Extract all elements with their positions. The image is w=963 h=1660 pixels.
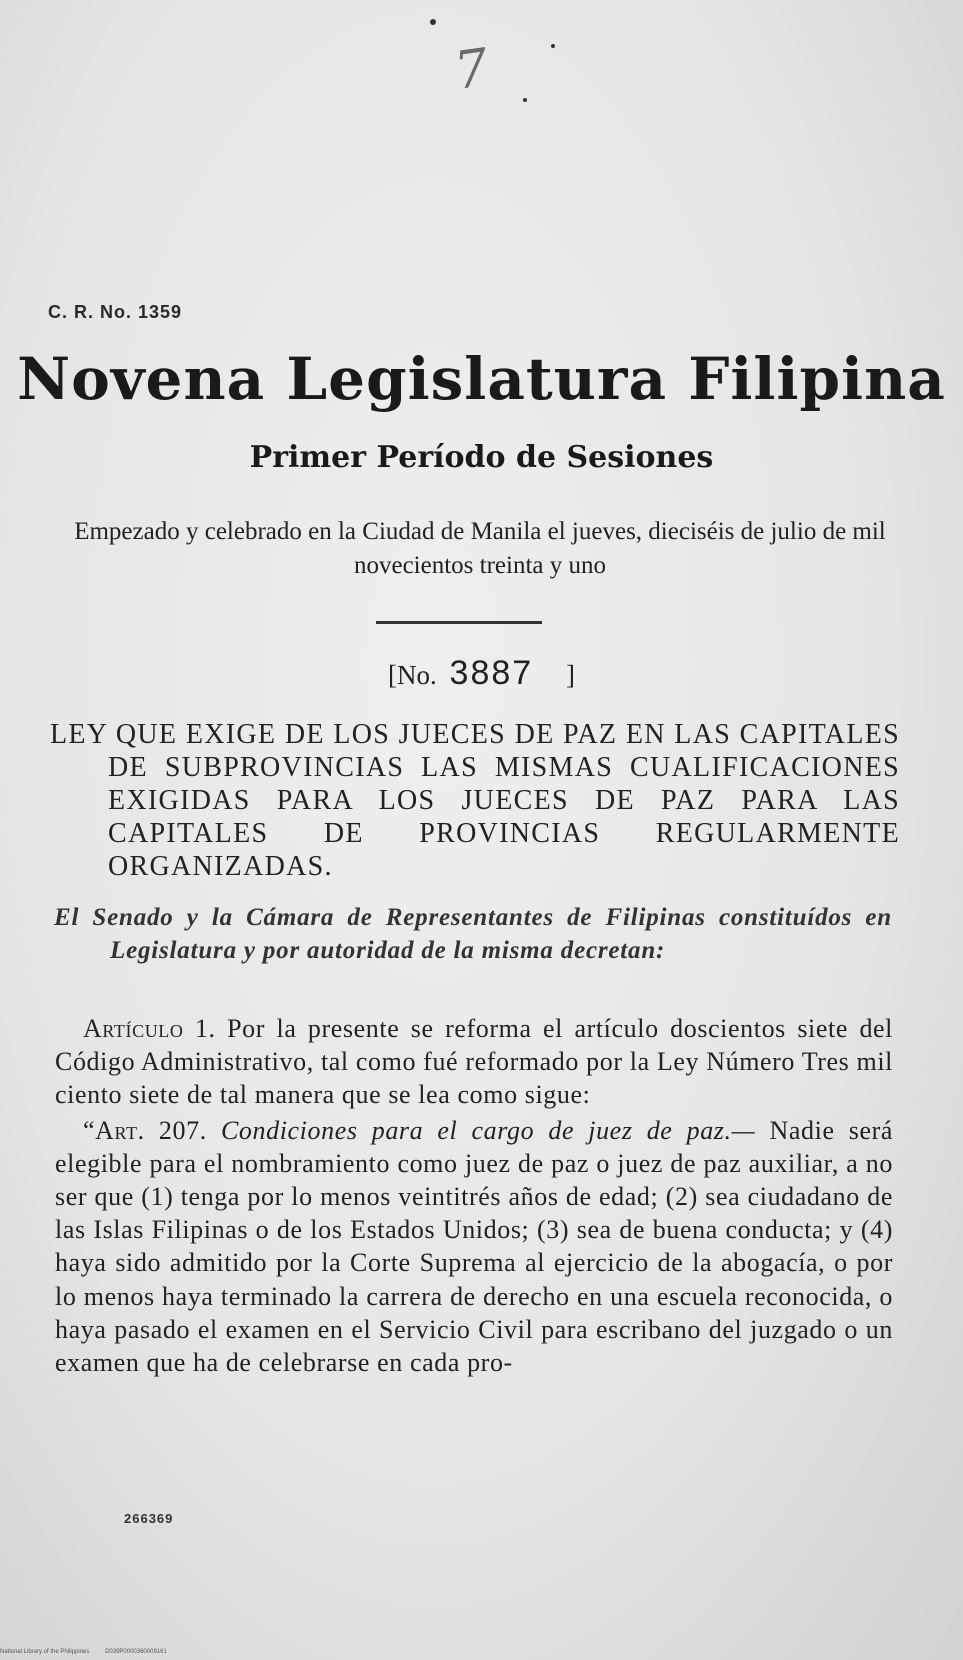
divider (376, 621, 542, 624)
article-207-heading: Condiciones para el cargo de juez de paz.— (220, 1115, 756, 1145)
reference-number: C. R. No. 1359 (48, 302, 183, 322)
article-1-paragraph (55, 1012, 893, 1112)
footer-library: National Library of the Philippines (0, 1649, 90, 1655)
article-207-paragraph (55, 1114, 893, 1380)
page-title: Novena Legislatura Filipina (17, 345, 946, 413)
law-number (0, 654, 963, 693)
page-subtitle: Primer Período de Sesiones (249, 440, 714, 475)
footer (0, 1649, 181, 1655)
article-1-text: Por la presente se reforma el artículo doscientos siete del Código Administrativo, tal como fué reformado por la Ley Número Tres mil ciento siete de tal manera que se lea como sigue: (55, 1014, 894, 1110)
enacting-clause-text: El Senado y la Cámara de Representantes de Filipinas constituídos en Legislatura y por autoridad de la misma decretan: (54, 904, 892, 964)
print-code: 266369 (124, 1511, 174, 1526)
body-text (55, 1012, 893, 1381)
law-title (50, 718, 900, 883)
ink-speck (523, 98, 527, 102)
law-number-prefix: [No. (388, 660, 437, 690)
session-description: Empezado y celebrado en la Ciudad de Manila el jueves, dieciséis de julio de mil novecientos treinta y uno (74, 518, 886, 579)
footer-code: D039P0000360009161 (105, 1649, 167, 1655)
handwritten-mark: 7 (450, 37, 493, 103)
article-207-text: Nadie será elegible para el nombramiento como juez de paz o juez de paz auxiliar, a no ser que (1) tenga por lo menos veintitrés años de edad; (2) sea ciudadano de las Islas Filipinas o de los Estados Unidos; (3) sea de buena conducta; y (4) haya sido admitido por la Corte Suprema al ejercicio de la abogacía, o por lo menos haya terminado la carrera de derecho en una escuela reconocida, o haya pasado el examen en el Servicio Civil para escribano del juzgado o un examen que ha de celebrarse en cada pro- (55, 1115, 893, 1378)
article-207-label: “Art. 207. (83, 1115, 207, 1145)
law-number-suffix: ] (565, 660, 575, 690)
ink-speck (551, 44, 555, 48)
enacting-clause (54, 901, 892, 967)
law-number-value: 3887 (449, 654, 534, 692)
ink-speck (430, 19, 436, 25)
article-1-label: Artículo 1. (83, 1014, 216, 1043)
law-title-text: LEY QUE EXIGE DE LOS JUECES DE PAZ EN LAS CAPITALES DE SUBPROVINCIAS LAS MISMAS CUALIFICACIONES EXIGIDAS PARA LOS JUECES DE PAZ PARA LAS CAPITALES DE PROVINCIAS REGULARMENTE ORGANIZADAS. (50, 719, 900, 882)
